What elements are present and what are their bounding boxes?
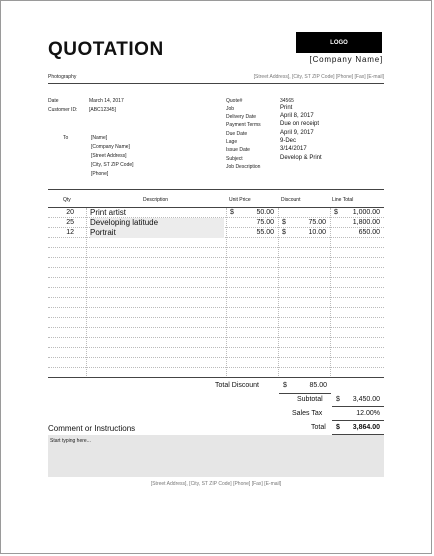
empty-table-row[interactable]	[48, 268, 384, 278]
logo-placeholder: LOGO	[296, 32, 382, 53]
subtotal-value[interactable]: 3,450.00	[352, 396, 380, 403]
qty-cell[interactable]: 12	[66, 229, 74, 236]
company-name[interactable]: [Company Name]	[309, 55, 383, 64]
comments-placeholder[interactable]: Start typing here...	[50, 438, 91, 444]
total-dollar: $	[336, 424, 340, 431]
comments-label: Comment or Instructions	[48, 424, 136, 433]
empty-table-row[interactable]	[48, 288, 384, 298]
discount-cell[interactable]	[290, 208, 326, 218]
to-label: To	[63, 135, 69, 141]
customer-id-value[interactable]: [ABC12345]	[89, 107, 116, 113]
to-phone[interactable]: [Phone]	[91, 171, 109, 177]
table-row[interactable]	[48, 208, 384, 218]
empty-table-row[interactable]	[48, 298, 384, 308]
col-header-discount: Discount	[281, 197, 301, 203]
empty-table-row[interactable]	[48, 278, 384, 288]
payment-terms-label: Payment Terms	[226, 122, 261, 128]
empty-table-row[interactable]	[48, 328, 384, 338]
total-dollar-cell: $	[334, 209, 338, 216]
sales-tax-value[interactable]: 12.00%	[356, 410, 380, 417]
document-title: QUOTATION	[48, 39, 164, 60]
sales-tax-label: Sales Tax	[292, 410, 323, 417]
description-cell[interactable]: Portrait	[90, 228, 224, 238]
col-header-description: Description	[143, 197, 169, 203]
empty-table-row[interactable]	[48, 358, 384, 368]
lage-label: Lage	[226, 139, 238, 145]
col-header-qty: Qty	[63, 197, 71, 203]
due-date-label: Due Date	[226, 131, 248, 137]
table-row[interactable]	[48, 228, 384, 238]
total-label: Total	[311, 424, 326, 431]
table-row[interactable]	[48, 218, 384, 228]
lage-value[interactable]: 9-Dec	[280, 138, 297, 144]
empty-table-row[interactable]	[48, 318, 384, 328]
due-date-value[interactable]: April 9, 2017	[280, 130, 314, 136]
discount-cell[interactable]: 75.00	[308, 219, 326, 226]
unit-price-cell[interactable]: 50.00	[256, 209, 274, 216]
customer-id-label: Customer ID:	[48, 107, 78, 113]
issue-date-label: Issue Date	[226, 147, 250, 153]
total-discount-label: Total Discount	[215, 382, 259, 389]
delivery-date-value[interactable]: April 8, 2017	[280, 113, 314, 119]
job-value[interactable]: Print	[280, 105, 293, 111]
business-type[interactable]: Photography	[48, 74, 77, 80]
payment-terms-value[interactable]: Due on receipt	[280, 121, 320, 127]
disc-dollar-cell: $	[282, 219, 286, 226]
col-header-unit-price: Unit Price	[229, 197, 251, 203]
subtotal-underline	[332, 406, 384, 407]
date-value[interactable]: March 14, 2017	[89, 98, 124, 104]
sales-tax-underline	[332, 420, 384, 421]
job-label: Job	[226, 106, 235, 112]
table-top-divider	[48, 189, 384, 190]
line-total-cell[interactable]: 650.00	[358, 229, 380, 236]
to-name[interactable]: [Name]	[91, 135, 108, 141]
empty-table-row[interactable]	[48, 368, 384, 378]
empty-table-row[interactable]	[48, 338, 384, 348]
delivery-date-label: Delivery Date	[226, 114, 257, 120]
empty-table-row[interactable]	[48, 258, 384, 268]
line-total-cell[interactable]: 1,000.00	[352, 209, 380, 216]
header-divider	[48, 83, 384, 84]
unit-dollar-cell: $	[230, 209, 234, 216]
qty-cell[interactable]: 25	[66, 219, 74, 226]
footer-address[interactable]: [Street Address], [City, ST ZIP Code] [Phone] [Fax] [E-mail]	[150, 481, 282, 487]
issue-date-value[interactable]: 3/14/2017	[280, 146, 307, 152]
disc-dollar-cell: $	[282, 229, 286, 236]
header-address[interactable]: [Street Address], [City, ST ZIP Code] [Phone] [Fax] [E-mail]	[253, 74, 384, 80]
discount-cell[interactable]: 10.00	[308, 229, 326, 236]
subject-label: Subject	[226, 156, 243, 162]
total-value[interactable]: 3,864.00	[352, 424, 380, 431]
subtotal-label: Subtotal	[297, 396, 323, 403]
total-discount-value[interactable]: 85.00	[309, 382, 327, 389]
description-cell[interactable]: Developing latitude	[90, 218, 224, 228]
date-label: Date	[48, 98, 59, 104]
qty-cell[interactable]: 20	[66, 209, 74, 216]
total-discount-dollar: $	[283, 382, 287, 389]
line-total-cell[interactable]: 1,800.00	[352, 219, 380, 226]
empty-table-row[interactable]	[48, 238, 384, 248]
subtotal-dollar: $	[336, 396, 340, 403]
empty-table-row[interactable]	[48, 348, 384, 358]
unit-price-cell[interactable]: 55.00	[256, 229, 274, 236]
description-cell[interactable]: Print artist	[90, 208, 127, 217]
unit-price-cell[interactable]: 75.00	[256, 219, 274, 226]
to-company[interactable]: [Company Name]	[91, 144, 130, 150]
to-city[interactable]: [City, ST ZIP Code]	[91, 162, 134, 168]
job-description-label: Job Description	[226, 164, 261, 170]
col-header-line-total: Line Total	[332, 197, 354, 203]
quote-number-value[interactable]: 34565	[280, 98, 294, 104]
discount-underline	[279, 393, 331, 394]
empty-table-row[interactable]	[48, 248, 384, 258]
quote-number-label: Quote#	[226, 98, 243, 104]
to-street[interactable]: [Street Address]	[91, 153, 127, 159]
subject-value[interactable]: Develop & Print	[280, 155, 322, 161]
comments-field[interactable]	[48, 435, 384, 477]
empty-table-row[interactable]	[48, 308, 384, 318]
